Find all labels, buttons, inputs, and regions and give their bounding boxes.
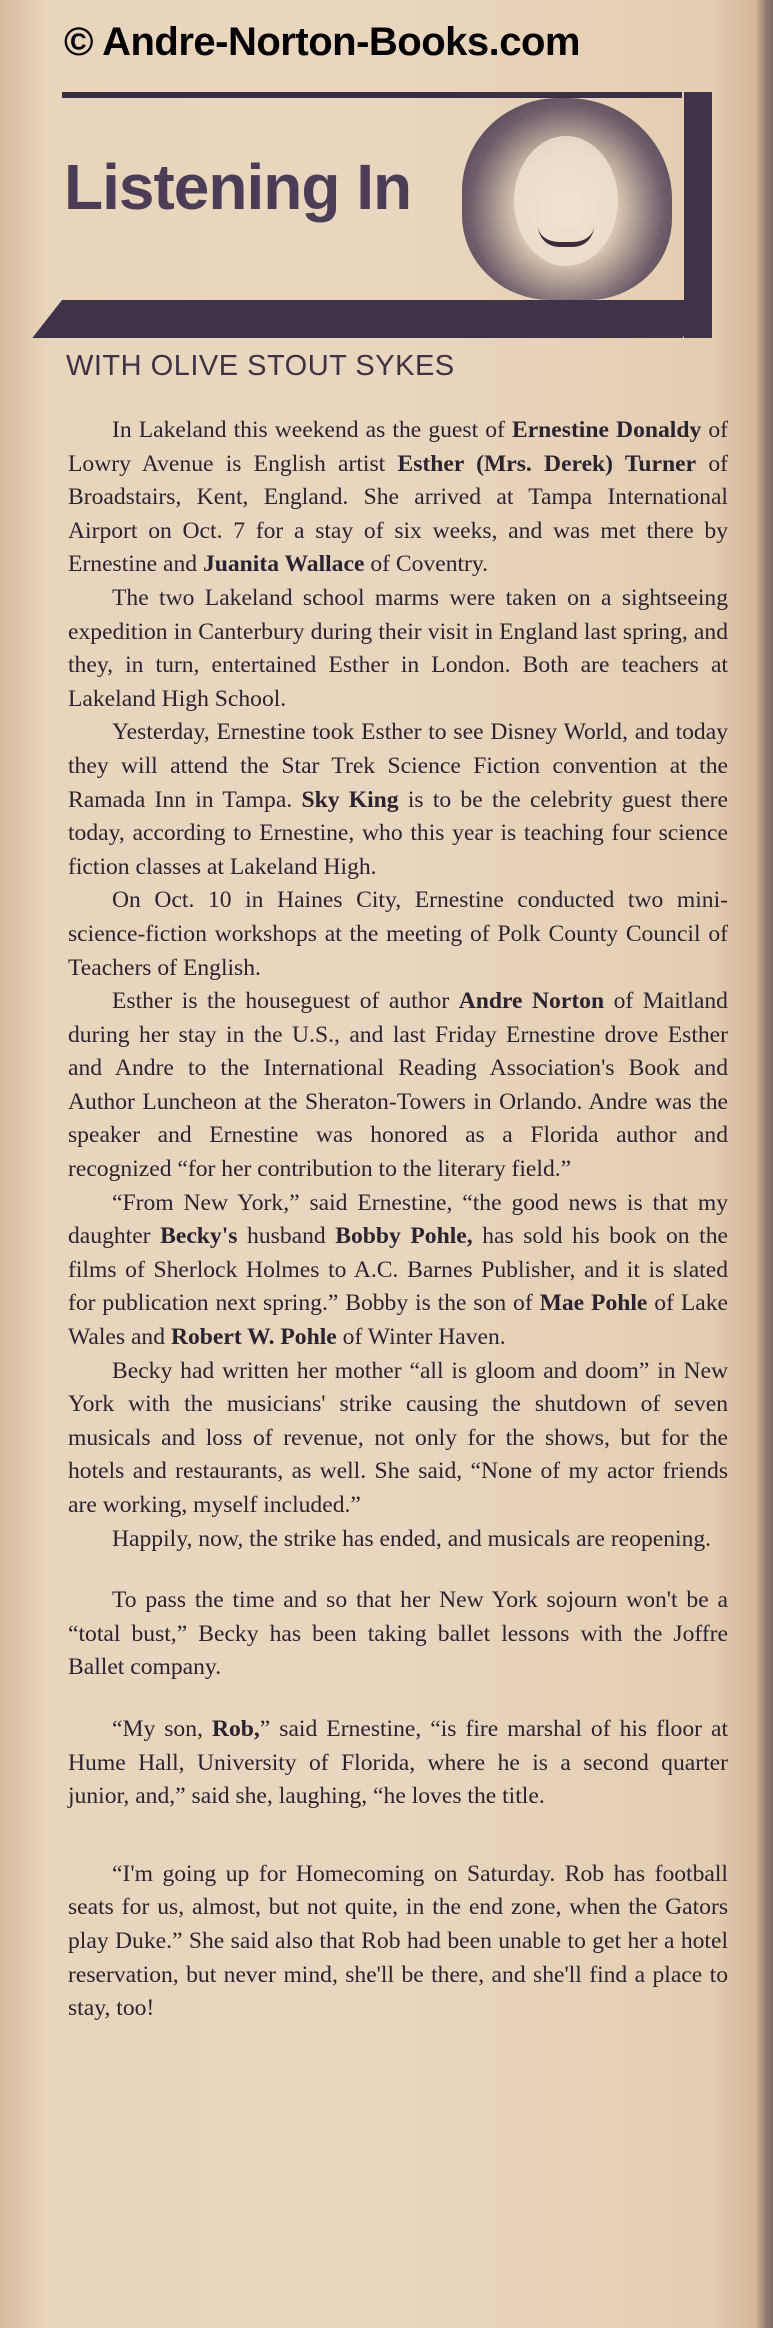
paragraph-text: is to be the celebrity guest there today, according to Ernestine, who this year is teaching four science fiction classes at Lakeland High. [68, 786, 729, 880]
paragraph-text: “I'm going up for Homecoming on Saturday. Rob has football seats for us, almost, but not quite, in the end zone, when the Gators play Duke.” She said also that Rob had been unable to get her a hotel reservation, but never mind, she'll be there, and she'll find a place to stay, too! [68, 1860, 728, 2022]
bold-name: Esther (Mrs. Derek) Turner [397, 450, 697, 477]
paragraph-text: of Lake Wales and [68, 1290, 729, 1351]
article-paragraph [68, 414, 728, 582]
bold-name: Robert W. Pohle [170, 1324, 337, 1351]
paragraph-text: of Maitland during her stay in the U.S., and last Friday Ernestine drove Esther and Andre to the International Reading Association's Book and Author Luncheon at the Sheraton-Towers in Orlando. Andre was the speaker and Ernestine was honored as a Florida author and recognized “for her contribution to the literary field.” [68, 988, 728, 1183]
clipping-shadow-edge [757, 0, 773, 2328]
paragraph-text: of Broadstairs, Kent, England. She arrived at Tampa International Airport on Oct. 7 for a stay of six weeks, and was met there by Ernestine and [68, 450, 728, 578]
paragraph-text: husband [237, 1223, 336, 1250]
bold-name: Sky King [301, 786, 399, 813]
article-paragraph [68, 1858, 728, 2026]
paragraph-text: “From New York,” said Ernestine, “the good news is that my daughter [68, 1189, 728, 1250]
bold-name: Bobby Pohle, [335, 1223, 473, 1250]
paragraph-text: Yesterday, Ernestine took Esther to see Disney World, and today they will attend the Star Trek Science Fiction convention at the Ramada Inn in Tampa. [68, 719, 728, 813]
article-paragraph [68, 1187, 728, 1355]
paragraph-text: ” said Ernestine, “is fire marshal of his floor at Hume Hall, University of Florida, where he is a second quarter junior, and,” said she, laughing, “he loves the title. [68, 1715, 729, 1810]
paragraph-text: of Coventry. [364, 551, 489, 578]
bold-name: Juanita Wallace [202, 551, 365, 578]
article-paragraph [68, 1713, 728, 1814]
bold-name: Ernestine Donaldy [511, 417, 702, 443]
bold-name: Mae Pohle [539, 1290, 648, 1317]
paragraph-text: On Oct. 10 in Haines City, Ernestine conducted two mini-science-fiction workshops at the meeting of Polk County Council of Teachers of English. [68, 887, 728, 981]
paragraph-text: of Lowry Avenue is English artist [68, 417, 729, 477]
column-title: Listening In [64, 151, 412, 223]
paragraph-text: The two Lakeland school marms were taken on a sightseeing expedition in Canterbury during their visit in England last spring, and they, in turn, entertained Esther in London. Both are teachers at Lakeland High School. [68, 584, 728, 712]
article-paragraph [68, 1584, 728, 1685]
article-paragraph [68, 884, 728, 985]
paragraph-text: In Lakeland this weekend as the guest of [112, 417, 512, 443]
paragraph-text: Esther is the houseguest of author [112, 988, 459, 1015]
bold-name: Rob, [211, 1715, 260, 1742]
article-paragraph [68, 985, 728, 1187]
article-paragraph [68, 716, 728, 884]
paragraph-text: Happily, now, the strike has ended, and musicals are reopening. [112, 1525, 712, 1552]
column-masthead [62, 92, 712, 340]
article-paragraph [68, 1355, 728, 1523]
bold-name: Andre Norton [458, 988, 605, 1015]
byline: WITH OLIVE STOUT SYKES [66, 350, 455, 382]
paragraph-text: of Winter Haven. [336, 1324, 506, 1351]
paragraph-text: To pass the time and so that her New York sojourn won't be a “total bust,” Becky has been taking ballet lessons with the Joffre Ballet company. [68, 1587, 728, 1681]
article-paragraph [68, 582, 728, 716]
paragraph-text: Becky had written her mother “all is gloom and doom” in New York with the musicians' strike causing the shutdown of seven musicals and loss of revenue, not only for the shows, but for the hotels and restaurants, as well. She said, “None of my actor friends are working, myself included.” [68, 1357, 728, 1518]
paragraph-text: “My son, [112, 1715, 212, 1742]
masthead-shadow-band [32, 300, 712, 338]
columnist-portrait-icon [462, 98, 672, 300]
bold-name: Becky's [160, 1223, 238, 1250]
article-body [68, 414, 728, 2026]
article-paragraph [68, 1523, 728, 1557]
paragraph-text: has sold his book on the films of Sherlock Holmes to A.C. Barnes Publisher, and it is slated for publication next spring.” Bobby is the son of [68, 1223, 728, 1317]
copyright-watermark: © Andre-Norton-Books.com [64, 20, 580, 64]
